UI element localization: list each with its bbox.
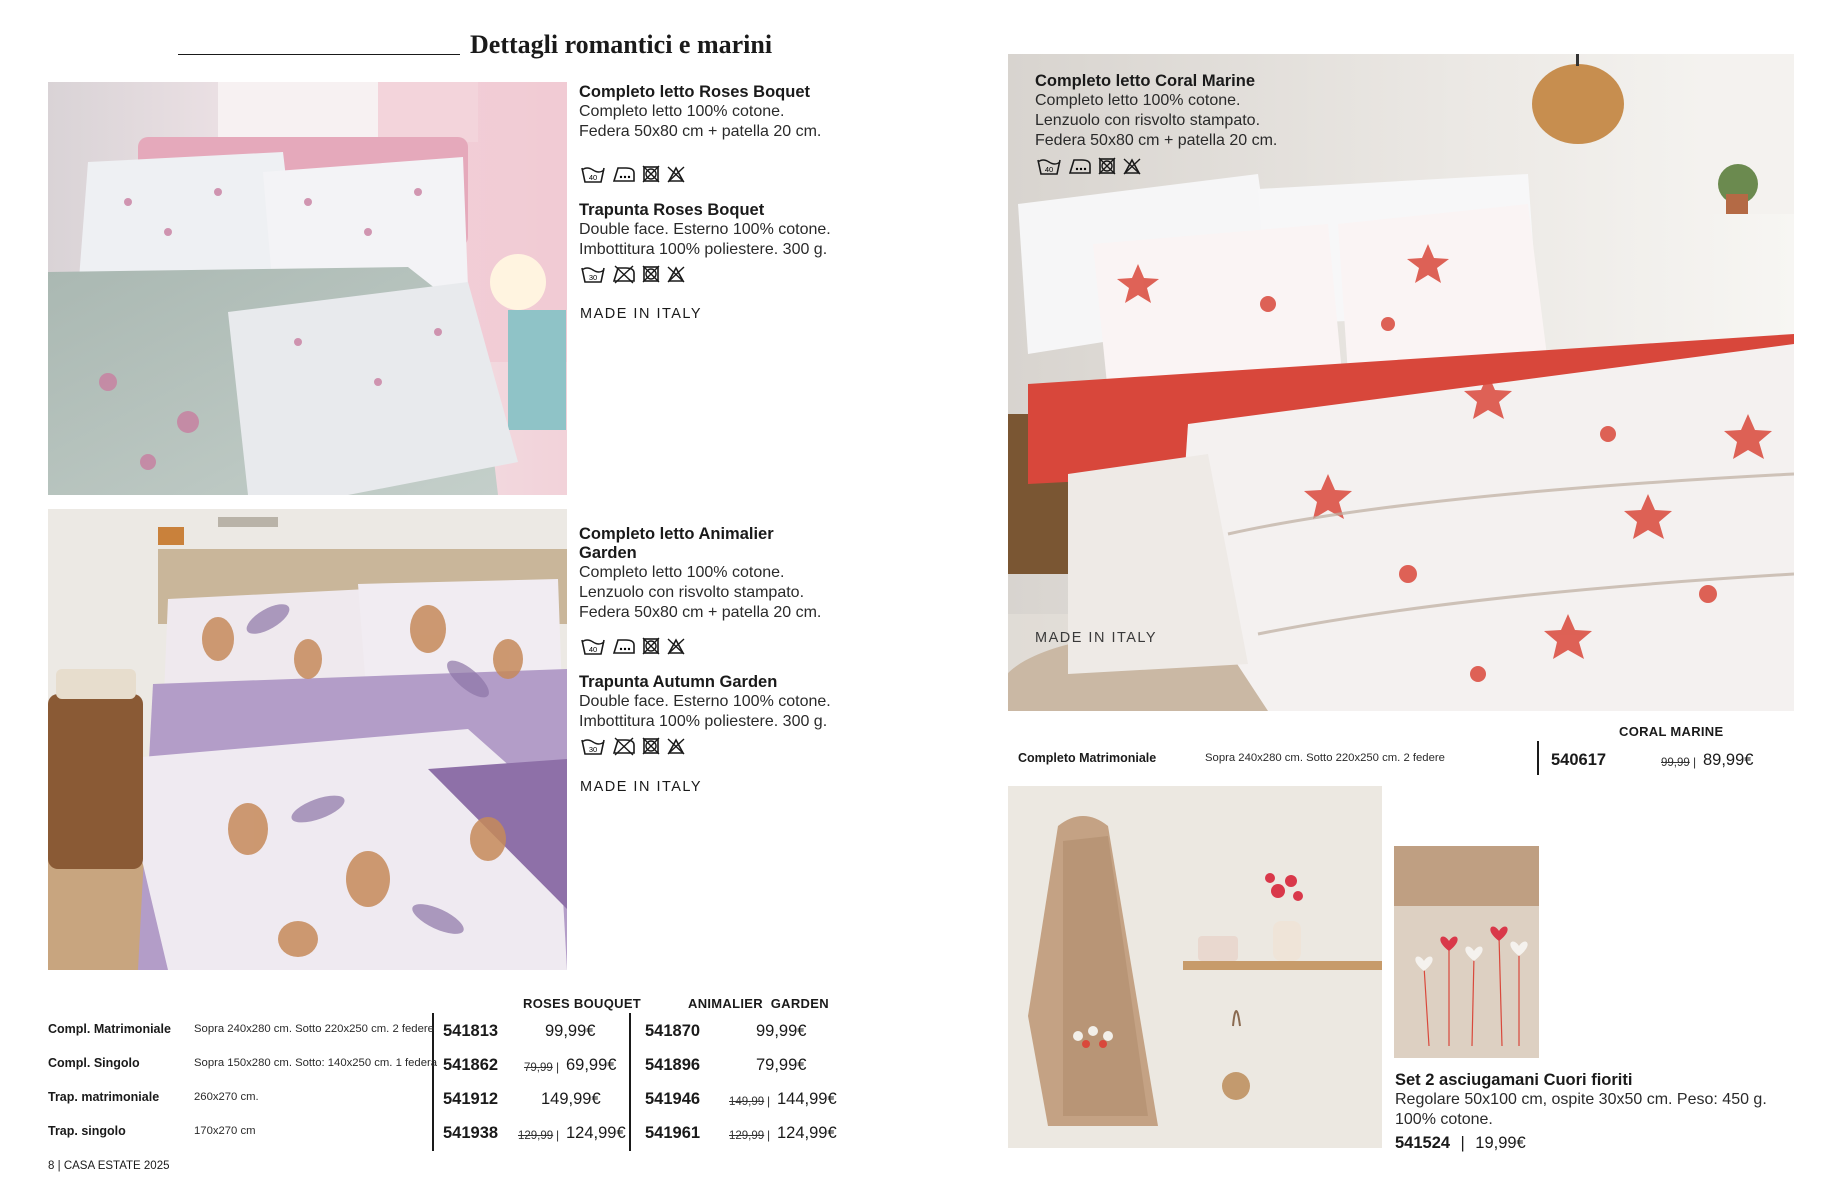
table-divider (1537, 741, 1539, 775)
photo-coral-marine (1008, 54, 1794, 711)
product-code: 541961 (645, 1124, 701, 1142)
product-price: 149,99€ (541, 1090, 601, 1108)
table-row-label: Compl. Singolo (48, 1056, 140, 1070)
no-dry-clean-icon (642, 736, 660, 756)
no-iron-icon (612, 264, 636, 284)
product-desc-line: Federa 50x80 cm + patella 20 cm. (579, 604, 822, 621)
product-price: 19,99€ (1475, 1134, 1526, 1152)
price-separator: | (767, 1128, 771, 1142)
no-dry-clean-icon (642, 636, 660, 656)
care-icons (580, 736, 686, 756)
wash-30-icon (580, 264, 606, 284)
product-price: 79,99€ (756, 1056, 807, 1074)
product-desc-line: Completo letto 100% cotone. (579, 564, 785, 581)
page-title: Dettagli romantici e marini (470, 30, 773, 59)
page-footer (48, 1160, 170, 1172)
product-desc-line: Completo letto 100% cotone. (1035, 92, 1241, 109)
product-price: 69,99€ (566, 1056, 617, 1074)
table-row-label: Trap. matrimoniale (48, 1090, 160, 1104)
product-name: Trapunta Roses Boquet (579, 201, 765, 219)
table-row-label: Trap. singolo (48, 1124, 126, 1138)
product-code: 541870 (645, 1022, 701, 1040)
column-head-roses: ROSES BOUQUET (523, 996, 642, 1011)
column-head-animalier: ANIMALIER GARDEN (688, 996, 829, 1011)
old-price: 129,99 (729, 1130, 765, 1142)
price-separator: | (1693, 755, 1697, 769)
catalog-name: CASA ESTATE 2025 (63, 1160, 170, 1172)
photo-towel-detail (1394, 846, 1539, 1058)
iron-icon (1068, 156, 1092, 176)
product-towels (1395, 1071, 1795, 1153)
care-icons (580, 264, 686, 284)
price-separator: | (556, 1128, 560, 1142)
product-coral-completo (1035, 72, 1335, 151)
column-head-coral: CORAL MARINE (1619, 724, 1724, 739)
product-desc-line: Federa 50x80 cm + patella 20 cm. (1035, 132, 1278, 149)
product-desc-line: Lenzuolo con risvolto stampato. (579, 584, 805, 601)
table-divider (629, 1013, 631, 1151)
product-desc-line: Imbottitura 100% poliestere. 300 g. (579, 713, 828, 730)
care-icons (580, 164, 686, 184)
table-row-dims: 260x270 cm. (194, 1091, 259, 1103)
made-in-italy-label: MADE IN ITALY (1035, 630, 1158, 646)
photo-towel-hanging (1008, 786, 1382, 1148)
product-name: Completo letto Animalier (579, 525, 774, 543)
table-row-dims: Sopra 240x280 cm. Sotto 220x250 cm. 2 federe (1205, 752, 1445, 764)
no-dry-clean-icon (642, 164, 660, 184)
wash-40-icon (580, 164, 606, 184)
table-row-dims: 170x270 cm (194, 1125, 256, 1137)
product-roses-trapunta (579, 201, 879, 260)
title-rule (178, 54, 460, 55)
product-code: 541813 (443, 1022, 499, 1040)
product-desc-line: Regolare 50x100 cm, ospite 30x50 cm. Peso: 450 g. (1395, 1091, 1767, 1108)
product-price: 99,99€ (545, 1022, 596, 1040)
no-tumble-dry-icon (1122, 156, 1142, 176)
price-separator: | (1460, 1134, 1465, 1152)
no-tumble-dry-icon (666, 164, 686, 184)
product-desc-line: Lenzuolo con risvolto stampato. (1035, 112, 1261, 129)
svg-text:40: 40 (588, 645, 598, 654)
product-desc-line: Federa 50x80 cm + patella 20 cm. (579, 123, 822, 140)
no-dry-clean-icon (1098, 156, 1116, 176)
svg-text:40: 40 (1044, 165, 1054, 174)
no-tumble-dry-icon (666, 736, 686, 756)
iron-icon (612, 636, 636, 656)
wash-30-icon (580, 736, 606, 756)
product-animalier-completo (579, 525, 879, 623)
page-number: 8 (48, 1160, 55, 1172)
product-code: 541896 (645, 1056, 701, 1074)
old-price: 99,99 (1661, 757, 1690, 769)
product-code: 541938 (443, 1124, 499, 1142)
product-desc-line: Imbottitura 100% poliestere. 300 g. (579, 241, 828, 258)
photo-roses-boquet (48, 82, 567, 495)
product-code: 541946 (645, 1090, 701, 1108)
no-iron-icon (612, 736, 636, 756)
table-row-label: Completo Matrimoniale (1018, 751, 1157, 765)
product-desc-line: Completo letto 100% cotone. (579, 103, 785, 120)
product-desc-line: Double face. Esterno 100% cotone. (579, 221, 831, 238)
product-code: 541862 (443, 1056, 499, 1074)
product-code: 540617 (1551, 751, 1607, 769)
product-price: 89,99€ (1703, 751, 1754, 769)
wash-40-icon (1036, 156, 1062, 176)
iron-icon (612, 164, 636, 184)
made-in-italy-label: MADE IN ITALY (580, 779, 703, 795)
product-desc-line: Double face. Esterno 100% cotone. (579, 693, 831, 710)
no-dry-clean-icon (642, 264, 660, 284)
product-price: 124,99€ (777, 1124, 837, 1142)
product-name: Set 2 asciugamani Cuori fioriti (1395, 1071, 1633, 1089)
table-row-dims: Sopra 240x280 cm. Sotto 220x250 cm. 2 federe (194, 1023, 434, 1035)
product-name: Completo letto Coral Marine (1035, 72, 1256, 90)
product-code: 541524 (1395, 1134, 1451, 1152)
wash-40-icon (580, 636, 606, 656)
product-price: 124,99€ (566, 1124, 626, 1142)
product-desc-line: 100% cotone. (1395, 1111, 1493, 1128)
product-price: 144,99€ (777, 1090, 837, 1108)
product-name: Completo letto Roses Boquet (579, 83, 811, 101)
old-price: 129,99 (518, 1130, 554, 1142)
product-price: 99,99€ (756, 1022, 807, 1040)
product-autumn-trapunta (579, 673, 879, 732)
svg-text:30: 30 (588, 273, 598, 282)
table-row-dims: Sopra 150x280 cm. Sotto: 140x250 cm. 1 federa (194, 1057, 438, 1069)
product-code: 541912 (443, 1090, 499, 1108)
made-in-italy-label: MADE IN ITALY (580, 306, 703, 322)
product-name: Garden (579, 544, 637, 562)
no-tumble-dry-icon (666, 636, 686, 656)
product-name: Trapunta Autumn Garden (579, 673, 778, 691)
product-roses-completo (579, 83, 879, 142)
old-price: 149,99 (729, 1096, 765, 1108)
care-icons (580, 636, 686, 656)
footer-separator: | (57, 1160, 61, 1172)
no-tumble-dry-icon (666, 264, 686, 284)
old-price: 79,99 (524, 1062, 553, 1074)
photo-animalier-garden (48, 509, 567, 970)
svg-text:40: 40 (588, 173, 598, 182)
price-separator: | (767, 1094, 771, 1108)
svg-text:30: 30 (588, 745, 598, 754)
table-row-label: Compl. Matrimoniale (48, 1022, 171, 1036)
care-icons (1036, 156, 1142, 176)
price-separator: | (556, 1060, 560, 1074)
